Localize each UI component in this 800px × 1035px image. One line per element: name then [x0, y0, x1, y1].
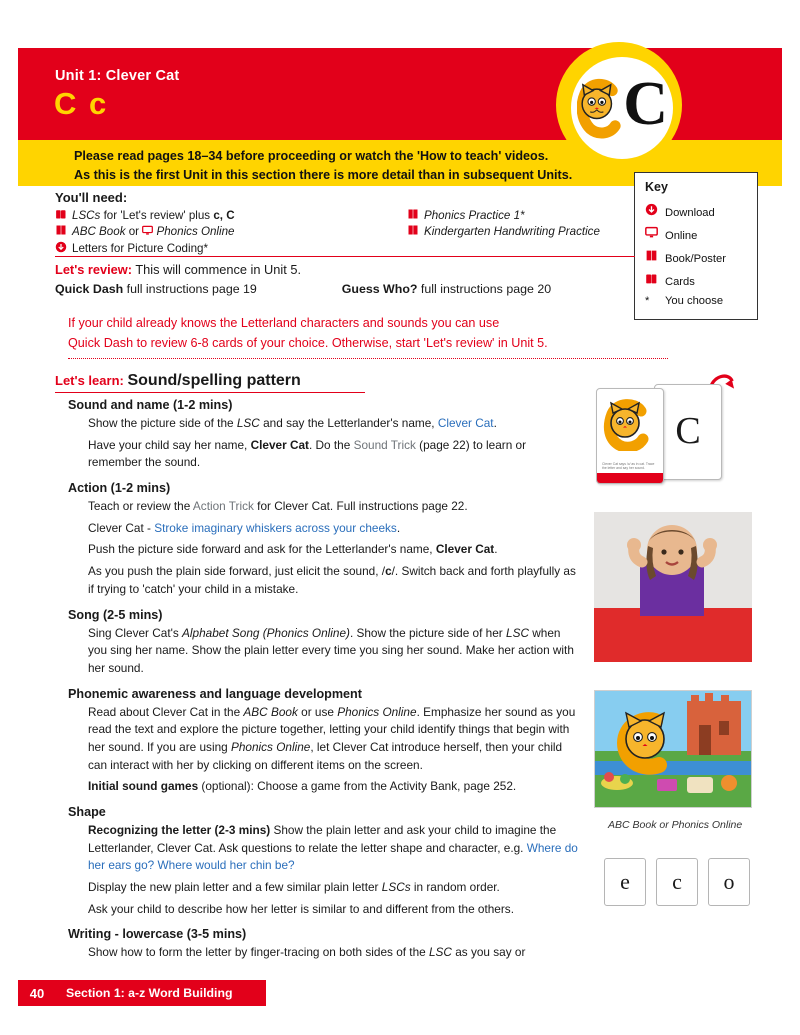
- book-poster-icon: [645, 249, 665, 265]
- key-item-cards: [645, 272, 695, 288]
- lets-review-label: Let's review:: [55, 262, 133, 277]
- section-shape: [68, 805, 578, 918]
- header-notice-line2: As this is the first Unit in this section there is more detail than in subsequent Units.: [74, 168, 573, 183]
- section-heading: Writing - lowercase (3-5 mins): [68, 927, 247, 942]
- paragraph: Display the new plain letter and a few similar plain letter LSCs in random order.: [88, 880, 500, 895]
- lets-learn-title: Sound/spelling pattern: [127, 372, 301, 389]
- guess-who-label: Guess Who?: [341, 282, 418, 296]
- paragraph: Clever Cat - Stroke imaginary whiskers across your cheeks.: [88, 520, 401, 535]
- lsc-card-picture: [596, 388, 664, 484]
- section-heading: Phonemic awareness and language development: [68, 686, 362, 701]
- lsc-card-pair: [592, 380, 754, 490]
- key-label-youchoose: You choose: [665, 295, 724, 307]
- youll-need-item-phonics-practice: [407, 208, 707, 224]
- red-note-line2: Quick Dash to review 6-8 cards of your choice. Otherwise, start 'Let's review' in Unit 5.: [68, 335, 548, 350]
- youll-need-item-picture-coding: Letters for Picture Coding*: [55, 241, 385, 257]
- youll-need-item-handwriting: [407, 224, 707, 240]
- clever-cat-card-icon: [597, 393, 663, 451]
- header-letter: C c: [54, 86, 109, 121]
- section-phonemic-awareness: [68, 687, 578, 796]
- abc-scene-illustration: [595, 691, 751, 807]
- letter-card-glyph: c: [672, 869, 682, 894]
- section-action: [68, 481, 578, 598]
- online-monitor-icon: [142, 225, 156, 238]
- footer-section-label: Section 1: a-z Word Building: [56, 980, 266, 1006]
- focus-plain-letter: C: [623, 70, 668, 138]
- guess-who-rest: full instructions page 20: [420, 282, 552, 296]
- youll-need-item-abcbook: ABC Book or Phonics Online: [55, 224, 385, 240]
- section-heading: Shape: [68, 805, 106, 819]
- letter-card-glyph: o: [723, 869, 735, 894]
- youll-need-item-lscs: LSCs for 'Let's review' plus c, C: [55, 208, 385, 224]
- youll-need-block: [55, 190, 635, 264]
- book-poster-icon: [55, 224, 67, 241]
- red-note-line1: If your child already knows the Letterland characters and sounds you can use: [68, 316, 500, 330]
- paragraph: Show the picture side of the LSC and say the Letterlander's name, Clever Cat.: [88, 416, 497, 430]
- lets-learn-label: Let's learn:: [55, 373, 124, 388]
- lets-review-instructions: [55, 282, 645, 296]
- red-note: [68, 314, 668, 353]
- book-poster-icon: [407, 224, 419, 241]
- paragraph: Push the picture side forward and ask for the Letterlander's name, Clever Cat.: [88, 542, 498, 557]
- lets-review-text: This will commence in Unit 5.: [135, 262, 302, 277]
- paragraph: Have your child say her name, Clever Cat. Do the Sound Trick (page 22) to learn or remember the sound.: [88, 437, 527, 470]
- letter-card: [604, 858, 646, 906]
- focus-on-badge: [556, 42, 682, 168]
- key-item-bookposter: [645, 249, 726, 265]
- asterisk-icon: *: [645, 295, 650, 307]
- key-title: Key: [645, 180, 668, 194]
- header-notice-line1: Please read pages 18–34 before proceeding or watch the 'How to teach' videos.: [74, 149, 549, 163]
- quick-dash-rest: full instructions page 19: [126, 282, 257, 296]
- lsc-card-red-bar: [597, 473, 663, 483]
- letter-card-glyph: e: [620, 869, 630, 894]
- plain-letter-cards: [604, 858, 754, 908]
- divider-dotted: [68, 358, 668, 359]
- key-box: [634, 172, 758, 320]
- paragraph: Ask your child to describe how her letter is similar to and different from the others.: [88, 901, 514, 916]
- cards-icon: [645, 272, 665, 288]
- youll-need-label-handwriting: Kindergarten Handwriting Practice: [424, 225, 600, 239]
- section-heading: Action (1-2 mins): [68, 481, 171, 496]
- paragraph: As you push the plain side forward, just elicit the sound, /c/. Switch back and forth playfully as if trying to 'catch' your child in a mistake.: [88, 564, 576, 596]
- paragraph: Sing Clever Cat's Alphabet Song (Phonics Online). Show the picture side of her LSC when you sing her name. Show the plain letter every time you sing her sound. Make her action with her sound.: [88, 625, 574, 675]
- key-label-bookposter: Book/Poster: [665, 253, 726, 265]
- section-writing-lowercase: [68, 927, 578, 962]
- paragraph: Show how to form the letter by finger-tracing on both sides of the LSC as you say or: [88, 945, 526, 960]
- focus-badge-inner: [571, 57, 673, 159]
- section-heading: Song (2-5 mins): [68, 607, 163, 622]
- lets-review-block: [55, 262, 645, 296]
- key-label-online: Online: [665, 230, 698, 242]
- lets-review-heading: [55, 262, 645, 277]
- lesson-body: [68, 398, 578, 971]
- abc-book-scene-image: [594, 690, 752, 808]
- lsc-card-plain-letter: C: [675, 410, 701, 452]
- clever-cat-icon: [577, 71, 621, 141]
- youll-need-label-phonics-practice: Phonics Practice 1*: [424, 209, 525, 222]
- page-number: 40: [18, 980, 56, 1006]
- key-item-youchoose: [645, 295, 723, 307]
- key-label-download: Download: [665, 207, 715, 219]
- youll-need-title: You'll need:: [55, 190, 128, 205]
- child-action-photo: [594, 512, 752, 662]
- letter-card: [708, 858, 750, 906]
- key-label-cards: Cards: [665, 276, 695, 288]
- divider-review-top: [55, 256, 635, 257]
- divider-lets-learn: [55, 392, 365, 393]
- book-poster-icon: [407, 208, 419, 225]
- unit-title: Unit 1: Clever Cat: [55, 68, 180, 84]
- scene-caption: ABC Book or Phonics Online: [608, 819, 743, 831]
- paragraph: Read about Clever Cat in the ABC Book or use Phonics Online. Emphasize her sound as you read the text and explore the picture together, letting your child identify things that begin with her sound. If you are using Phonics Online, let Clever Cat introduce herself, then your child can interact with her by clicking on different items on the screen.: [88, 704, 576, 772]
- lets-learn-heading: [55, 372, 301, 390]
- quick-dash-label: Quick Dash: [55, 282, 124, 296]
- child-photo-illustration: [594, 512, 752, 662]
- paragraph: Recognizing the letter (2-3 mins) Show the plain letter and ask your child to imagine the Letterlander, Clever Cat. Ask questions to relate the letter shape and character, e.g. Where do her ears go? Where would her chin be?: [88, 823, 578, 873]
- paragraph: Initial sound games (optional): Choose a game from the Activity Bank, page 252.: [88, 779, 517, 794]
- section-heading: Sound and name (1-2 mins): [68, 398, 233, 412]
- section-sound-and-name: [68, 398, 578, 472]
- paragraph: Teach or review the Action Trick for Clever Cat. Full instructions page 22.: [88, 499, 468, 514]
- cards-icon: [55, 208, 67, 225]
- lsc-card-plain: [654, 384, 722, 480]
- section-song: [68, 608, 578, 678]
- letter-card: [656, 858, 698, 906]
- lsc-card-caption: Clever Cat says /c/ as in cat. Trace the letter and say her sound.: [602, 461, 655, 470]
